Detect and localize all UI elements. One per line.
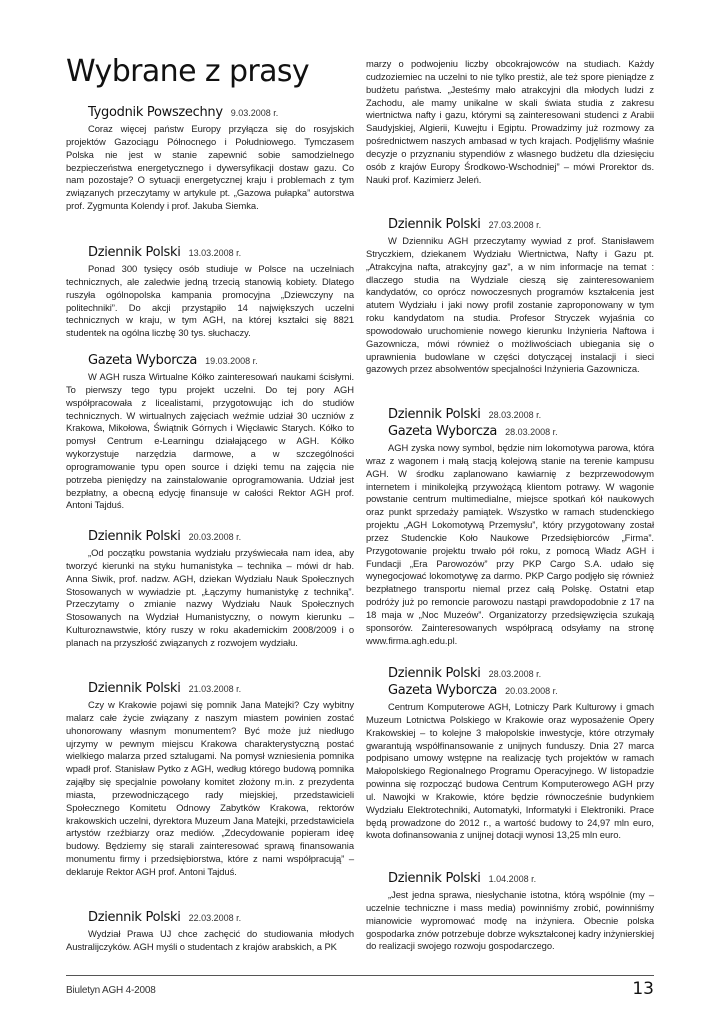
press-entry [66, 909, 354, 954]
article-text: „Jest jedna sprawa, niesłychanie istotna, którą wspólnie (my – uczelnie techniczne i mass media) powinniśmy zrobić, powinniśmy mianowicie wypromować modę na inżyniera. Obecnie polska gospodarka znów potrzebuje dobrze wykształconej kadry inżynierskiej do realizacji swojego rozwoju gospodarczego. [366, 889, 654, 952]
source-name: Dziennik Polski [88, 529, 181, 544]
source-name: Dziennik Polski [88, 910, 181, 925]
press-entry [66, 244, 354, 340]
source-heading [66, 680, 354, 697]
source-date: 19.03.2008 r. [205, 356, 258, 366]
source-name: Tygodnik Powszechny [88, 105, 223, 120]
source-date: 22.03.2008 r. [188, 913, 242, 923]
source-heading [66, 528, 354, 545]
source-name: Dziennik Polski [388, 407, 481, 422]
article-text: marzy o podwojeniu liczby obcokrajowców na studiach. Każdy cudzoziemiec na uczelni to nie tylko prestiż, ale też spore pieniądze z budżetu państwa. „Jesteśmy mało atrakcyjni dla młodych ludzi z Zachodu, ale mamy unikalne w skali świata studia z zakresu wiertnictwa nafty i gazu, którymi są zainteresowani studenci z Arabii Saudyjskiej, Algierii, Kuwejtu i Egiptu. Prowadzimy już rozmowy za pośrednictwem naszych ambasad w tych krajach. Podjęliśmy właśnie decyzje o przyznaniu stypendiów z własnego budżetu dla dziesięciu osób z krajów Europy Środkowo-Wschodniej” – mówi Prorektor ds. Nauki prof. Kazimierz Jeleń. [366, 58, 654, 185]
source-name: Dziennik Polski [388, 871, 481, 886]
article-text: W Dzienniku AGH przeczytamy wywiad z prof. Stanisławem Stryczkiem, dziekanem Wydziału Wiertnictwa, Nafty i Gazu pt. „Atrakcyjna nafta, atrakcyjny gaz”, a w nim informacje na temat : dlaczego studia na Wydziale cieszą się zainteresowaniem kandydatów, co oprócz nowoczesnych programów kształcenia jest atutem Wydziału i jaki nowy profil zostanie zaproponowany w tym roku kandydatom na studia. Profesor Stryczek wyjaśnia co spowodowało uruchomienie nowego kierunku Inżynieria Naftowa i Gazownicza, mówi również o możliwościach ubiegania się o uprawnienia budowlane w części dotyczącej instalacji i sieci gazowych przez absolwentów specjalności Inżynieria Gazownicza. [366, 235, 654, 375]
source-heading [366, 406, 654, 423]
article-text: Centrum Komputerowe AGH, Lotniczy Park Kulturowy i gmach Muzeum Lotnictwa Polskiego w Krakowie oraz wyposażenie Opery Krakowskiej – to kolejne 3 małopolskie inwestycje, które otrzymały gwarantują współfinansowanie z unijnych funduszy. Dnia 27 marca podpisano umowy wstępne na realizację tych projektów w ramach Małopolskiego Regionalnego Programu Operacyjnego. W listopadzie powinna się rozpocząć budowa Centrum Komputerowego AGH przy ul. Nawojki w Krakowie, które będzie równocześnie budynkiem Wydziału Elektrotechniki, Automatyki, Informatyki i Elektroniki. Prace będą prowadzone do 2012 r., a wartość budowy to 24,97 mln euro, kwota dofinansowania z unijnej dotacji wynosi 13,25 mln euro. [366, 701, 654, 841]
source-date: 27.03.2008 r. [488, 220, 542, 230]
source-name: Dziennik Polski [88, 681, 181, 696]
source-heading [66, 352, 354, 369]
footer-publication: Biuletyn AGH 4-2008 [66, 985, 156, 996]
page-title: Wybrane z prasy [66, 54, 310, 89]
source-name: Dziennik Polski [388, 666, 481, 681]
article-text: W AGH rusza Wirtualne Kółko zainteresowań naukami ścisłymi. To pierwszy tego typu projekt uczelni. Do tej pory AGH współpracowała z licealistami, przygotowując ich do studiów technicznych. W wirtualnych zajęciach weźmie udział 30 uczniów z Krakowa, Mikołowa, Świątnik Górnych i Więcławic Starych. Kółko to pomysł Centrum e-Learningu działającego w AGH. Kółko wykorzystuje narzędzia darmowe, a w szczególności oprogramowanie typu open source i dzięki temu na zajęcia nie potrzeba pieniędzy na zainstalowanie oprogramowania. Udział jest bezpłatny, a obecną edycję finansuje w całości Rektor AGH prof. Antoni Tajduś. [66, 371, 354, 511]
source-heading [366, 216, 654, 233]
source-heading [366, 870, 654, 887]
source-heading [66, 104, 354, 121]
page-number: 13 [632, 979, 654, 999]
source-heading [366, 665, 654, 682]
press-entry [366, 56, 654, 186]
source-date: 20.03.2008 r. [505, 686, 558, 696]
press-entry [366, 870, 654, 953]
source-date: 28.03.2008 r. [505, 427, 558, 437]
article-text: Czy w Krakowie pojawi się pomnik Jana Matejki? Czy wybitny malarz całe życie związany z naszym miastem powinien zostać uhonorowany własnym monumentem? Być może już niedługo ujrzymy w pewnym miejscu Krakowa charakterystyczną postać wielkiego malarza przed sztalugami. Na pomysł wzniesienia pomnika wpadł prof. Stanisław Pytko z AGH, według którego budową pomnika zająłby się specjalnie powołany komitet złożony m.in. z prezydenta miasta, przewodniczącego rady miejskiej, przedstawicieli Społecznego Komitetu Odnowy Zabytków Krakowa, rektorów krakowskich uczelni, dyrektora Muzeum Jana Matejki, przedstawiciela artystów rzeźbiarzy oraz mediów. „Zdecydowanie popieram ideę budowy. Będziemy się starali zainteresować sprawą finansowania monumentu firmy i przedsiębiorstwa, które z nami współpracują” – deklaruje Rektor AGH prof. Antoni Tajduś. [66, 699, 354, 877]
source-name: Gazeta Wyborcza [88, 353, 198, 368]
press-entry [66, 528, 354, 650]
press-entry [66, 352, 354, 512]
article-text: „Od początku powstania wydziału przyświecała nam idea, aby tworzyć kierunki na styku humanistyka – technika – mówi dr hab. Anna Siwik, prof. nadzw. AGH, dziekan Wydziału Nauk Społecznych Stosowanych w wywiadzie pt. „Łączymy humanistykę z techniką”. Przeczytamy o zmianie nazwy Wydziału Nauk Społecznych Stosowanych na Wydział Humanistyczny, o nowym kierunku – Kulturoznawstwie, który ruszy w roku akademickim 2008/2009 i o planach na przyszłość związanych z rozwojem wydziału. [66, 547, 354, 648]
source-date: 21.03.2008 r. [188, 684, 242, 694]
source-date: 1.04.2008 r. [488, 874, 537, 884]
press-entry [366, 216, 654, 376]
source-date: 9.03.2008 r. [230, 108, 279, 118]
source-name: Gazeta Wyborcza [388, 683, 498, 698]
article-text: AGH zyska nowy symbol, będzie nim lokomotywa parowa, która wraz z wagonem i małą stacją kolejową stanie na terenie kampusu AGH. W środku zaplanowano kawiarnię z bezprzewodowym internetem i minikolejką przywożącą klientom potrawy. W wagonie powstanie centrum multimedialne, miejsce spotkań kół naukowych oraz punkt sprzedaży pamiątek. Wszystko w ramach studenckiego projektu „AGH Lokomotywą Przemysłu”, który przygotowany został przez Studenckie Koło Naukowe Przedsiębiorców „Firma”. Przygotowanie projektu trwało pół roku, z pomocą Władz AGH i Fundacji „Era Parowozów” przy PKP Cargo S.A. udało się wynegocjować lokomotywę za darmo. PKP Cargo podjęło się również bezpłatnego transportu niemal przez całą Polskę. Ostatni etap podróży już po remoncie parowozu nastąpi prawdopodobnie z 17 na 18 maja w „Noc Muzeów”. Organizatorzy przedsięwzięcia szukają sponsorów. Zainteresowanych współpracą odsyłamy na stronę www.firma.agh.edu.pl. [366, 442, 654, 646]
source-date: 20.03.2008 r. [188, 532, 242, 542]
source-name: Dziennik Polski [88, 245, 181, 260]
press-entry [366, 406, 654, 648]
source-heading [66, 909, 354, 926]
press-entry [366, 665, 654, 842]
source-name: Gazeta Wyborcza [388, 424, 498, 439]
source-name: Dziennik Polski [388, 217, 481, 232]
footer-divider [66, 975, 654, 976]
source-heading [366, 682, 654, 699]
article-text: Coraz więcej państw Europy przyłącza się do rosyjskich projektów Gazociągu Północnego i Południowego. Tymczasem Polska nie jest w stanie zapewnić sobie samodzielnego bezpieczeństwa energetycznego i dywersyfikacji dostaw gazu. Co nam pozostaje? O sytuacji energetycznej kraju i problemach z tym związanych przeczytamy w artykule pt. „Gazowa pułapka” autorstwa prof. Zygmunta Kolendy i prof. Jakuba Siemka. [66, 123, 354, 212]
source-date: 13.03.2008 r. [188, 248, 242, 258]
press-entry [66, 104, 354, 213]
article-text: Ponad 300 tysięcy osób studiuje w Polsce na uczelniach technicznych, ale zaledwie jedną trzecią stanowią kobiety. Dlatego ruszyła ogólnopolska kampania promocyjna „Dziewczyny na politechniki”. Do akcji przystąpiło 14 największych uczelni technicznych w kraju, w tym AGH, na której kształci się 8821 studentek na ogólna liczbę 30 tys. słuchaczy. [66, 263, 354, 339]
article-text: Wydział Prawa UJ chce zachęcić do studiowania młodych Australijczyków. AGH myśli o studentach z krajów arabskich, a PK [66, 928, 354, 952]
source-date: 28.03.2008 r. [488, 410, 542, 420]
press-entry [66, 680, 354, 879]
source-heading [66, 244, 354, 261]
source-date: 28.03.2008 r. [488, 669, 542, 679]
source-heading [366, 423, 654, 440]
